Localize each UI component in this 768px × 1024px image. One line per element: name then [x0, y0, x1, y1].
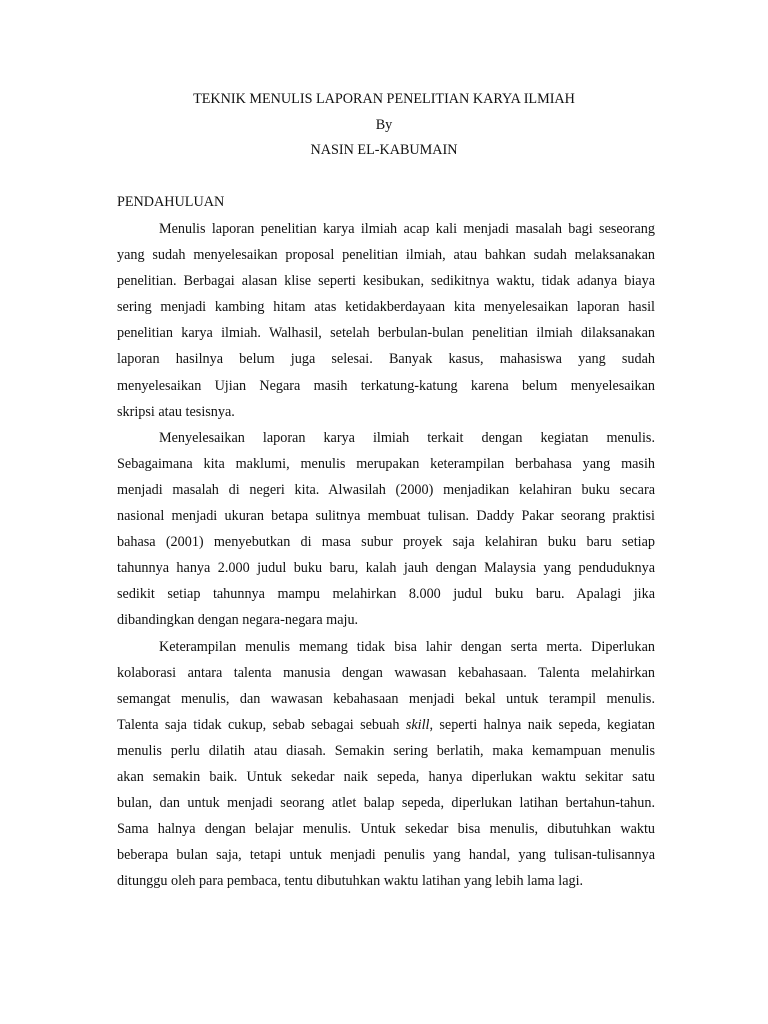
paragraph-2-line-3: menjadi masalah di negeri kita. Alwasilah (2000) menjadikan kelahiran buku secara — [117, 481, 655, 498]
paragraph-2-line-4: nasional menjadi ukuran betapa sulitnya membuat tulisan. Daddy Pakar seorang praktisi — [117, 508, 655, 525]
section-heading: PENDAHULUAN — [117, 194, 225, 210]
paragraph-2-line-7: sedikit setiap tahunnya mampu melahirkan 8.000 judul buku baru. Apalagi jika — [117, 586, 655, 603]
paragraph-3-line-5: menulis perlu dilatih atau diasah. Semakin sering berlatih, maka kemampuan menulis — [117, 742, 655, 759]
paragraph-1-line-6: laporan hasilnya belum juga selesai. Banyak kasus, mahasiswa yang sudah — [117, 351, 655, 368]
paragraph-1-line-2: yang sudah menyelesaikan proposal penelitian ilmiah, atau bahkan sudah melaksanakan — [117, 247, 655, 264]
paragraph-3-line-4 — [117, 712, 655, 738]
document-title: TEKNIK MENULIS LAPORAN PENELITIAN KARYA ILMIAH — [193, 91, 575, 107]
paragraph-3-line-7: bulan, dan untuk menjadi seorang atlet balap sepeda, diperlukan latihan bertahun-tahun. — [117, 795, 655, 812]
italic-term-skill: skill — [405, 716, 430, 733]
byline-label: By — [375, 117, 393, 133]
paragraph-2-line-6: tahunnya hanya 2.000 judul buku baru, kalah jauh dengan Malaysia yang penduduknya — [117, 560, 655, 577]
paragraph-2-line-8: dibandingkan dengan negara-negara maju. — [117, 612, 359, 629]
paragraph-1-line-1: Menulis laporan penelitian karya ilmiah acap kali menjadi masalah bagi seseorang — [159, 221, 655, 237]
paragraph-2-line-1: Menyelesaikan laporan karya ilmiah terkait dengan kegiatan menulis. — [159, 429, 655, 446]
paragraph-3-line-9: beberapa bulan saja, tetapi untuk menjadi penulis yang handal, yang tulisan-tulisannya — [117, 847, 655, 864]
paragraph-2-line-2: Sebagaimana kita maklumi, menulis merupakan keterampilan berbahasa yang masih — [117, 455, 655, 472]
paragraph-1-line-8: skripsi atau tesisnya. — [117, 403, 235, 420]
paragraph-3-line-8: Sama halnya dengan belajar menulis. Untuk sekedar bisa menulis, dibutuhkan waktu — [117, 821, 655, 838]
paragraph-2-line-5: bahasa (2001) menyebutkan di masa subur proyek saja kelahiran buku baru setiap — [117, 534, 655, 551]
paragraph-1-line-5: penelitian karya ilmiah. Walhasil, setelah berbulan-bulan penelitian ilmiah dilaksanakan — [117, 325, 655, 342]
paragraph-3-line-10: ditunggu oleh para pembaca, tentu dibutuhkan waktu latihan yang lebih lama lagi. — [117, 873, 584, 890]
paragraph-3-line-1: Keterampilan menulis memang tidak bisa lahir dengan serta merta. Diperlukan — [159, 638, 655, 655]
paragraph-3-line-4-text-after: , seperti halnya naik sepeda, kegiatan — [429, 716, 656, 733]
paragraph-1-line-7: menyelesaikan Ujian Negara masih terkatung-katung karena belum menyelesaikan — [117, 377, 655, 394]
paragraph-3-line-3: semangat menulis, dan wawasan kebahasaan menjadi bekal untuk terampil menulis. — [117, 690, 655, 707]
paragraph-3-line-2: kolaborasi antara talenta manusia dengan wawasan kebahasaan. Talenta melahirkan — [117, 664, 655, 681]
paragraph-3-line-6: akan semakin baik. Untuk sekedar naik sepeda, hanya diperlukan waktu sekitar satu — [117, 768, 655, 785]
author-name: NASIN EL-KABUMAIN — [310, 142, 458, 158]
paragraph-3-line-4-text-before: Talenta saja tidak cukup, sebab sebagai sebuah — [117, 716, 406, 733]
paragraph-1-line-4: sering menjadi kambing hitam atas ketidakberdayaan kita menyelesaikan laporan hasil — [117, 299, 655, 316]
paragraph-1-line-3: penelitian. Berbagai alasan klise seperti kesibukan, sedikitnya waktu, tidak adanya biaya — [117, 273, 655, 290]
document-body — [117, 216, 655, 894]
